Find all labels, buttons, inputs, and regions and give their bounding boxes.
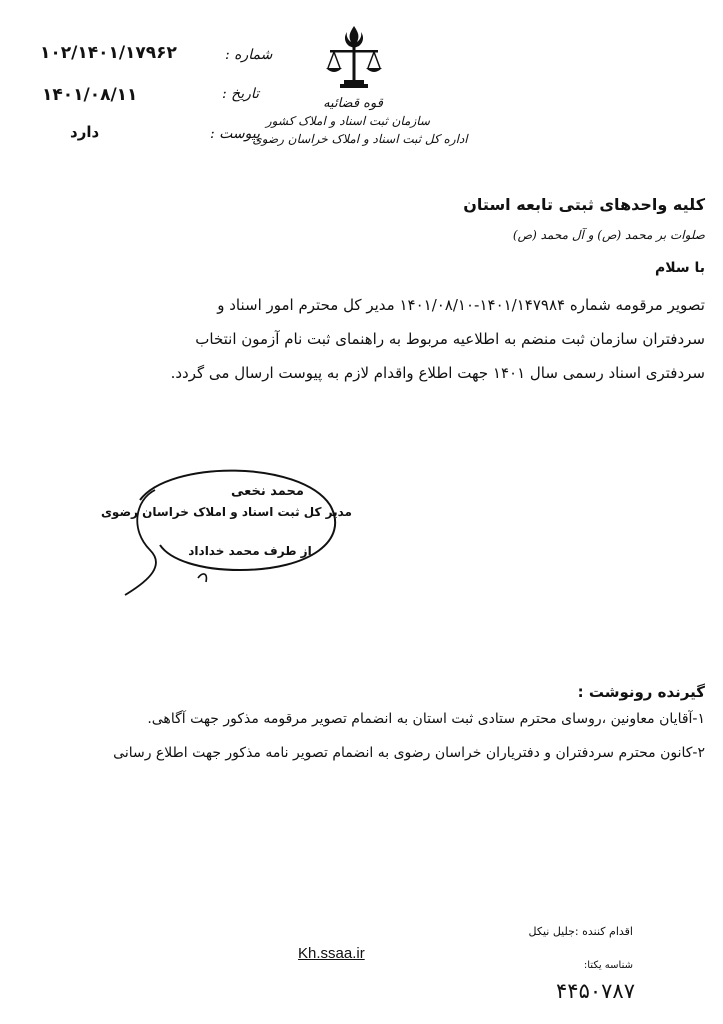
body-line-3: سردفتری اسناد رسمی سال ۱۴۰۱ جهت اطلاع واقدام لازم به پیوست ارسال می گردد. — [170, 364, 705, 382]
salutation-blessing: صلوات بر محمد (ص) و آل محمد (ص) — [512, 228, 705, 242]
website-link[interactable]: Kh.ssaa.ir — [298, 945, 365, 962]
signatory-title: مدیر کل ثبت اسناد و املاک خراسان رضوی — [100, 505, 352, 519]
copy-recipient-1: ۱-آقایان معاونین ،روسای محترم ستادی ثبت استان به انضمام تصویر مرقومه مذکور جهت آگاهی. — [147, 711, 705, 727]
org-line-judiciary: قوه قضائیه — [323, 96, 383, 111]
number-label: شماره : — [225, 47, 273, 63]
date-label: تاریخ : — [222, 86, 260, 102]
signatory-name: محمد نخعی — [231, 484, 304, 499]
letter-number: ۱۰۲/۱۴۰۱/۱۷۹۶۲ — [40, 43, 177, 63]
attachment-label: پیوست : — [210, 126, 260, 142]
letter-body — [32, 288, 705, 390]
copies-heading: گیرنده رونوشت : — [577, 683, 705, 701]
signature-scribble-icon — [100, 460, 352, 610]
tracking-label: شناسه یکتا: — [583, 960, 633, 971]
greeting: با سلام — [654, 260, 705, 276]
copy-recipient-2: ۲-کانون محترم سردفتران و دفتریاران خراسان رضوی به انضمام تصویر نامه مذکور جهت اطلاع رسانی — [113, 745, 705, 761]
action-by: اقدام کننده :جلیل نیکل — [528, 925, 633, 938]
org-line-registration: سازمان ثبت اسناد و املاک کشور — [265, 114, 430, 128]
iran-judiciary-emblem-icon — [318, 22, 390, 94]
signature-on-behalf: از طرف محمد خداداد — [188, 544, 312, 558]
org-line-provincial: اداره کل ثبت اسناد و املاک خراسان رضوی — [252, 132, 468, 146]
letter-date: ۱۴۰۱/۰۸/۱۱ — [42, 85, 138, 105]
recipient: کلیه واحدهای ثبتی تابعه استان — [463, 195, 705, 214]
tracking-code: ۴۴۵۰۷۸۷ — [556, 979, 635, 1003]
attachment-value: دارد — [70, 123, 100, 141]
body-line-1: تصویر مرقومه شماره ۱۴۰۱/۱۴۷۹۸۴-۱۴۰۱/۰۸/۱۰ مدیر کل محترم امور اسناد و — [217, 296, 705, 314]
body-line-2: سردفتران سازمان ثبت منضم به اطلاعیه مربوط به راهنمای ثبت نام آزمون انتخاب — [195, 330, 705, 348]
